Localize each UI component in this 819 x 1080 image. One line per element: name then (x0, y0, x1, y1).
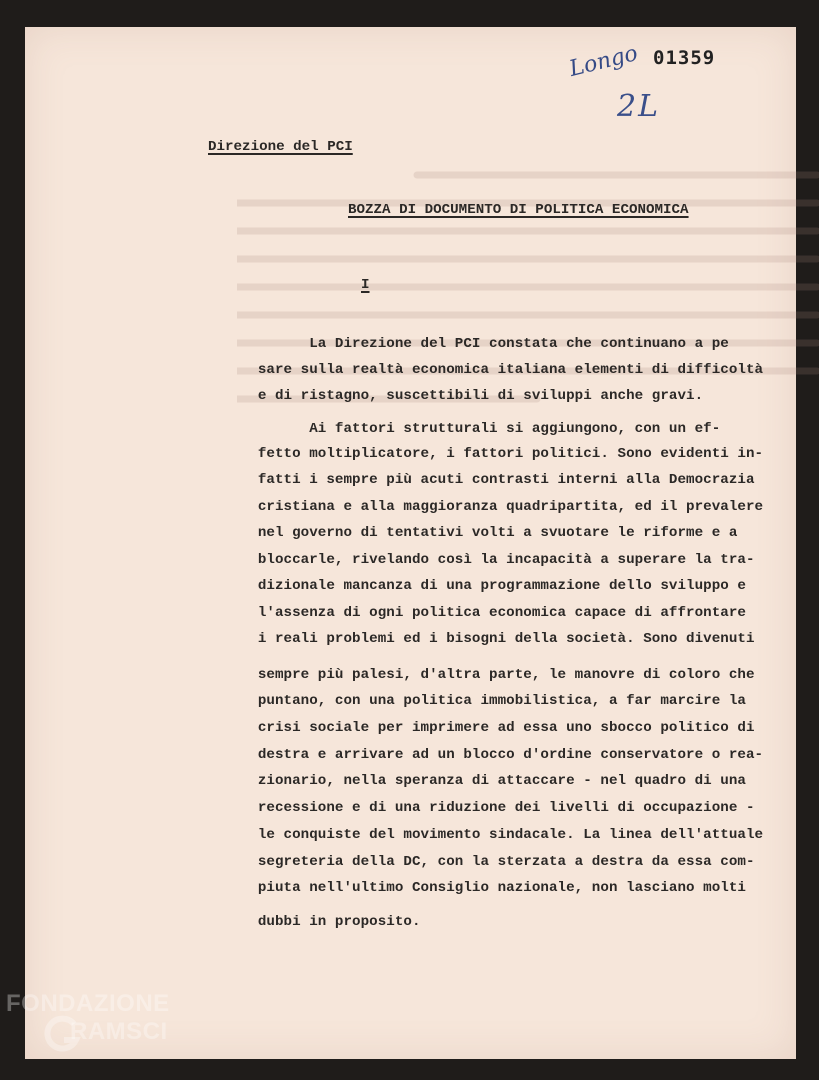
body-line: cristiana e alla maggioranza quadripartita, ed il prevalere (215, 499, 764, 515)
body-line: sare sulla realtà economica italiana elementi di difficoltà (215, 362, 764, 378)
body-line: destra e arrivare ad un blocco d'ordine conservatore o rea- (215, 747, 764, 763)
body-line: nel governo di tentativi volti a svuotare le riforme e a (215, 525, 738, 541)
watermark-line-2: RAMSCI (70, 1018, 168, 1045)
body-line: segreteria della DC, con la sterzata a destra da essa com- (215, 854, 755, 870)
organization-heading: Direzione del PCI (208, 139, 353, 155)
body-line: zionario, nella speranza di attaccare - nel quadro di una (215, 773, 746, 789)
body-line: recessione e di una riduzione dei livelli di occupazione - (215, 800, 755, 816)
body-line: sempre più palesi, d'altra parte, le manovre di coloro che (215, 667, 755, 683)
handwritten-mark: 2L (617, 89, 661, 124)
body-line: puntano, con una politica immobilistica, a far marcire la (215, 693, 746, 709)
body-line: e di ristagno, suscettibili di sviluppi anche gravi. (215, 388, 704, 404)
body-line: bloccarle, rivelando così la incapacità a superare la tra- (215, 552, 755, 568)
body-line: La Direzione del PCI constata che continuano a pe (215, 336, 729, 352)
body-line: piuta nell'ultimo Consiglio nazionale, non lasciano molti (215, 880, 746, 896)
body-line: fetto moltiplicatore, i fattori politici. Sono evidenti in- (215, 446, 764, 462)
body-line: i reali problemi ed i bisogni della società. Sono divenuti (215, 631, 755, 647)
section-number: I (361, 277, 370, 293)
document-title: BOZZA DI DOCUMENTO DI POLITICA ECONOMICA (348, 202, 689, 218)
body-line: dubbi in proposito. (215, 914, 421, 930)
body-line: le conquiste del movimento sindacale. La linea dell'attuale (215, 827, 764, 843)
fondazione-gramsci-watermark (2, 990, 202, 1060)
body-line: fatti i sempre più acuti contrasti interni alla Democrazia (215, 472, 755, 488)
document-page (25, 27, 796, 1059)
body-line: l'assenza di ogni politica economica capace di affrontare (215, 605, 746, 621)
watermark-line-1: FONDAZIONE (6, 990, 170, 1017)
handwritten-name: Longo (566, 40, 641, 82)
body-line: dizionale mancanza di una programmazione dello sviluppo e (215, 578, 746, 594)
body-line: Ai fattori strutturali si aggiungono, con un ef- (215, 421, 721, 437)
body-line: crisi sociale per imprimere ad essa uno sbocco politico di (215, 720, 755, 736)
archive-number: 01359 (653, 47, 716, 69)
